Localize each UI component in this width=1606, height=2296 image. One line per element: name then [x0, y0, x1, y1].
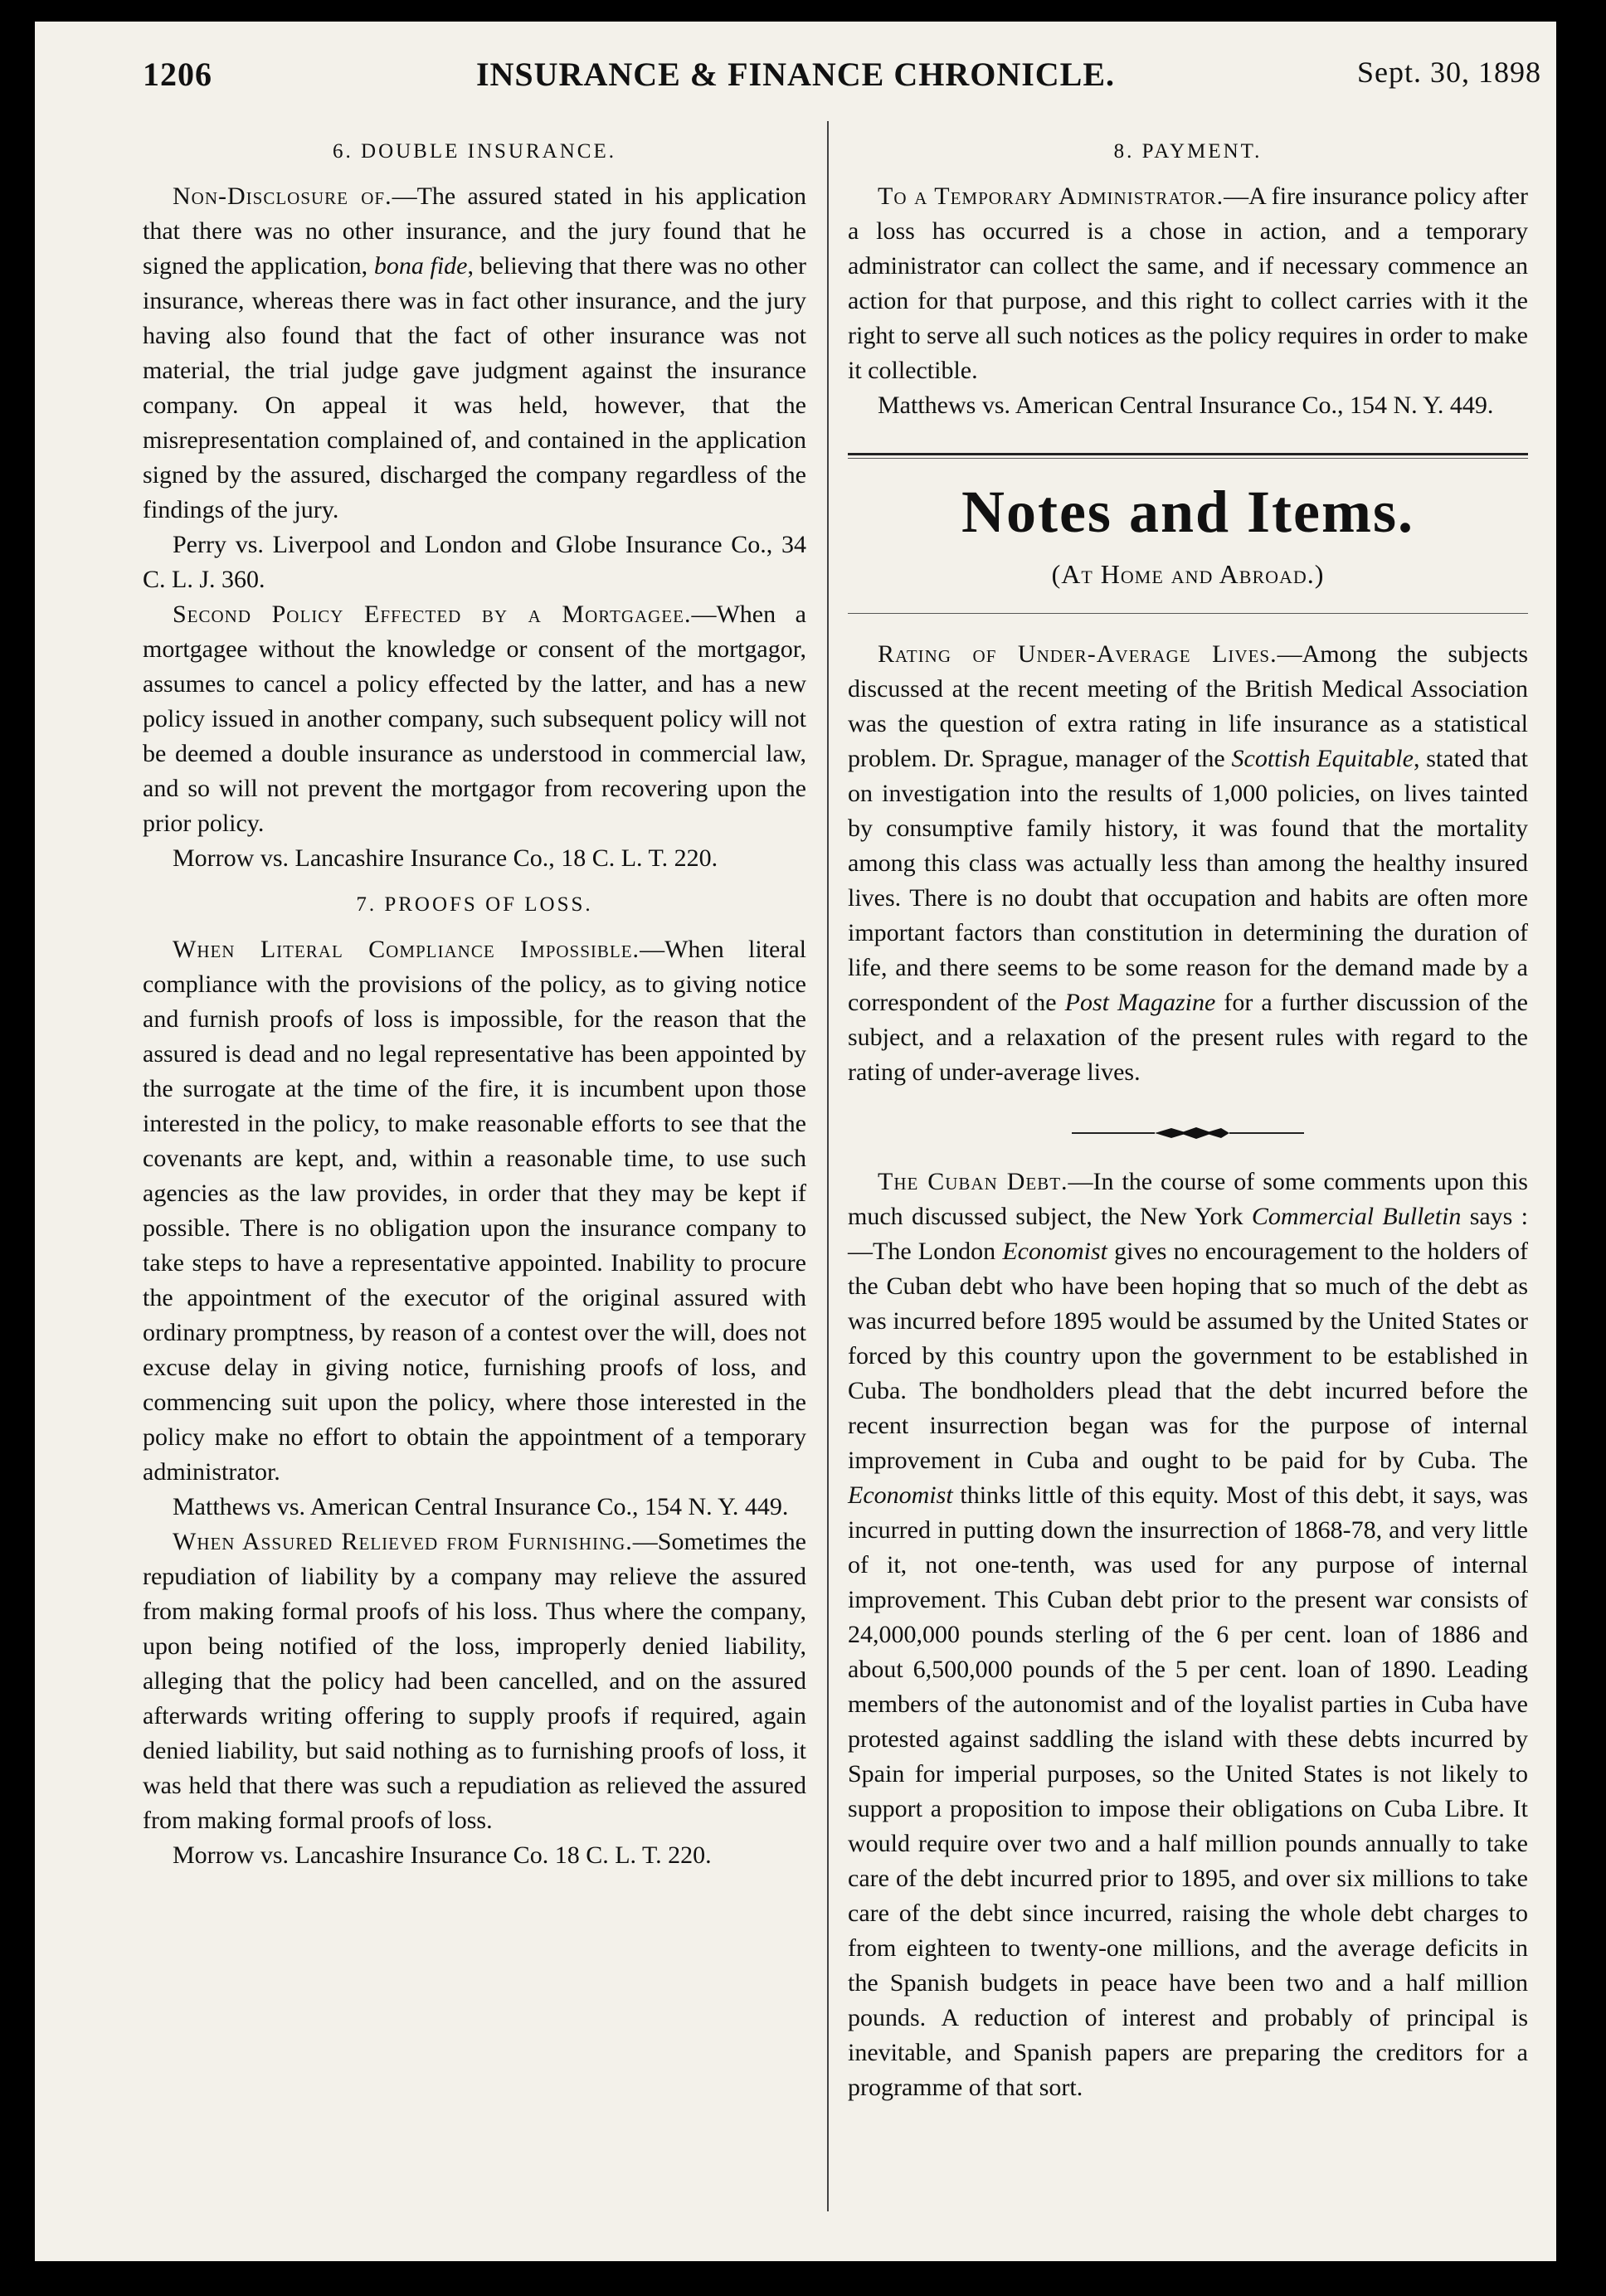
case-citation: Matthews vs. American Central Insurance Co., 154 N. Y. 449. — [173, 1493, 789, 1520]
case-citation: Morrow vs. Lancashire Insurance Co., 18 C. L. T. 220. — [173, 844, 718, 872]
paragraph-lead: To a Temporary Administrator. — [878, 182, 1224, 210]
item-rating-under-average-lives: Rating of Under-Average Lives.—Among the subjects discussed at the recent meeting of the British Medical Association was the question of extra rating in life insurance as a statistical problem. Dr. Sprague, manager of the Scottish Equitable, stated that on investigation into the results of 1,000 policies, on lives tainted by consumptive family history, it was found that the mortality among this class was actually less than among the healthy insured lives. There is no doubt that occupation and habits are often more important factors than constitution in determining the duration of life, and there seems to be some reason for the demand made by a correspondent of the Post Magazine for a further discussion of the subject, and a relaxation of the present rules with regard to the rating of under-average lives. — [848, 640, 1529, 1086]
paragraph-second-policy: Second Policy Effected by a Mortgagee.—When a mortgagee without the knowledge or consent of the mortgagor, assumes to cancel a policy effected by the latter, and has a new policy issued in another company, such subsequent policy will not be deemed a double insurance as understood in commercial law, and so will not prevent the mortgagor from recovering upon the prior policy. — [143, 601, 806, 837]
page-number: 1206 — [143, 56, 212, 93]
right-column — [848, 128, 1528, 2105]
section-heading-proofs-of-loss: 7. PROOFS OF LOSS. — [356, 893, 593, 916]
journal-page — [35, 22, 1556, 2261]
notes-and-items-title: Notes and Items. — [961, 479, 1414, 545]
double-rule-divider — [848, 453, 1528, 459]
item-cuban-debt: The Cuban Debt.—In the course of some comments upon this much discussed subject, the New York Commercial Bulletin says :—The London Economist gives no encouragement to the holders of the Cuban debt who have been hoping that so much of the debt as was incurred before 1895 would be assumed by the United States or forced by this country upon the government to be established in Cuba. The bondholders plead that the debt incurred before the recent insurrection began was for the purpose of internal improvement in Cuba and ought to be paid for by Cuba. The Economist thinks little of this equity. Most of this debt, it says, was incurred in putting down the insurrection of 1868-78, and very little of it, not one-tenth, was used for any purpose of internal improvement. This Cuban debt prior to the present war consists of 24,000,000 pounds sterling of the 6 per cent. loan of 1886 and about 6,500,000 pounds of the 5 per cent. loan of 1890. Leading members of the autonomist and of the loyalist parties in Cuba have protested against saddling the island with these debts incurred by Spain for imperial purposes, so the United States is not likely to support a proposition to impose their obligations on Cuba Libre. It would require over two and a half million pounds annually to take care of the debt incurred prior to 1895, and over six millions to take care of the debt since incurred, raising the whole debt charges to from eighteen to twenty-one millions, and the average deficits in the Spanish budgets in peace have been two and a half million pounds. A reduction of interest and probably of principal is inevitable, and Spanish papers are preparing the creditors for a programme of that sort. — [848, 1168, 1529, 2101]
paragraph-lead: The Cuban Debt. — [878, 1168, 1068, 1195]
paragraph-temporary-administrator: To a Temporary Administrator.—A fire insurance policy after a loss has occurred is a chose in action, and a temporary administrator can collect the same, and if necessary commence an action for that purpose, and this right to collect carries with it the right to serve all such notices as the policy requires in order to make it collectible. — [848, 182, 1528, 384]
paragraph-lead: Second Policy Effected by a Mortgagee. — [173, 601, 692, 628]
issue-date: Sept. 30, 1898 — [1356, 56, 1541, 89]
ornament-divider — [848, 1118, 1528, 1143]
paragraph-lead: Rating of Under-Average Lives. — [878, 640, 1278, 668]
paragraph-lead: When Literal Compliance Impossible. — [173, 936, 640, 963]
case-citation: Perry vs. Liverpool and London and Globe Insurance Co., 34 C. L. J. 360. — [143, 531, 806, 593]
paragraph-literal-compliance: When Literal Compliance Impossible.—When literal compliance with the provisions of the policy, as to giving notice and furnish proofs of loss is impossible, for the reason that the assured is dead and no legal representative has been appointed by the surrogate at the time of the fire, it is incumbent upon those interested in the policy, to make reasonable efforts to see that the covenants are kept, and, within a reasonable time, to use such agencies as the law provides, in order that they may be kept if possible. There is no obligation upon the insurance company to take steps to have a representative appointed. Inability to procure the appointment of the executor of the original assured with ordinary promptness, by reason of a contest over the will, does not excuse delay in giving notice, furnishing proofs of loss, and commencing suit upon the policy, where those interested in the policy make no effort to obtain the appointment of a temporary administrator. — [143, 936, 807, 1486]
section-heading-double-insurance: 6. DOUBLE INSURANCE. — [333, 140, 616, 163]
section-heading-payment: 8. PAYMENT. — [1113, 140, 1263, 163]
left-column — [143, 128, 806, 1873]
case-citation: Morrow vs. Lancashire Insurance Co. 18 C. L. T. 220. — [173, 1841, 712, 1869]
notes-subtitle: (At Home and Abroad.) — [1051, 559, 1325, 589]
running-header — [35, 50, 1556, 100]
paragraph-lead: Non-Disclosure of. — [173, 182, 392, 210]
paragraph-lead: When Assured Relieved from Furnishing. — [173, 1528, 633, 1555]
column-divider — [827, 121, 829, 2211]
paragraph-non-disclosure: Non-Disclosure of.—The assured stated in his application that there was no other insurance, and the jury found that he signed the application, bona fide, believing that there was no other insurance, whereas there was in fact other insurance, and the jury having also found that the fact of other insurance was not material, the trial judge gave judgment against the insurance company. On appeal it was held, however, that the misrepresentation complained of, and contained in the application signed by the assured, discharged the company regardless of the findings of the jury. — [143, 182, 806, 523]
ornament-rule-icon — [1072, 1123, 1304, 1143]
case-citation: Matthews vs. American Central Insurance Co., 154 N. Y. 449. — [878, 392, 1494, 419]
paragraph-assured-relieved: When Assured Relieved from Furnishing.—Sometimes the repudiation of liability by a company may relieve the assured from making formal proofs of his loss. Thus where the company, upon being notified of the loss, improperly denied liability, alleging that the policy had been cancelled, and on the assured afterwards writing offering to supply proofs if required, again denied liability, but said nothing as to furnishing proofs of loss, it was held that there was such a repudiation as relieved the assured from making formal proofs of loss. — [143, 1528, 806, 1834]
thin-rule-divider — [848, 613, 1528, 614]
publication-title: INSURANCE & FINANCE CHRONICLE. — [475, 56, 1116, 93]
